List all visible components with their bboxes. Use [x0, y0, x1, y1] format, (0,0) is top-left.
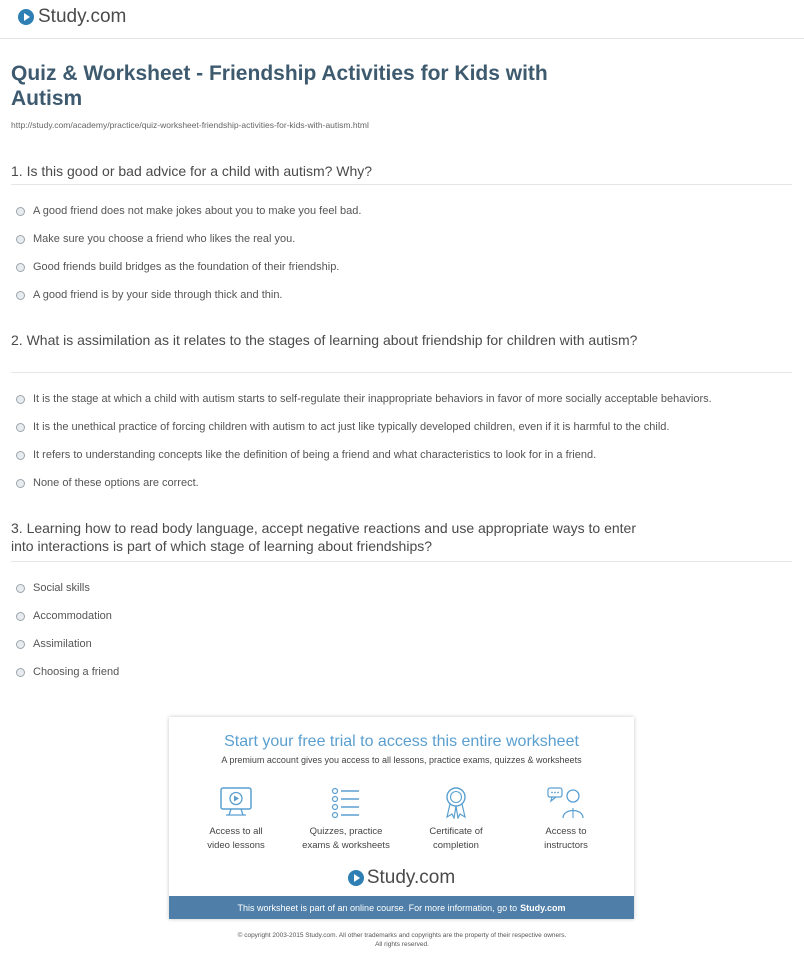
header-divider	[0, 38, 804, 39]
logo-text: Study.com	[38, 6, 127, 27]
radio-icon[interactable]	[16, 479, 25, 488]
play-logo-icon	[348, 870, 364, 886]
question-divider	[11, 372, 792, 373]
feature-certificate: Certificate of completion	[401, 785, 511, 853]
free-trial-promo	[169, 717, 634, 919]
option-1-a[interactable]: A good friend does not make jokes about you to make you feel bad.	[16, 205, 361, 217]
question-1: 1. Is this good or bad advice for a child with autism? Why?	[11, 163, 373, 179]
quiz-list-icon	[328, 785, 364, 819]
play-logo-icon	[18, 9, 34, 25]
radio-icon[interactable]	[16, 207, 25, 216]
question-divider	[11, 561, 792, 562]
radio-icon[interactable]	[16, 423, 25, 432]
radio-icon[interactable]	[16, 291, 25, 300]
copyright-footer: © copyright 2003-2015 Study.com. All other trademarks and copyrights are the property of their respective owners. All rights reserved.	[237, 932, 567, 948]
promo-subheading: A premium account gives you access to all lessons, practice exams, quizzes & worksheets	[221, 755, 582, 765]
option-3-c[interactable]: Assimilation	[16, 638, 92, 650]
question-3: 3. Learning how to read body language, accept negative reactions and use appropriate ways to enter into interactions is part of which stage of learning about friendships?	[11, 520, 636, 554]
radio-icon[interactable]	[16, 612, 25, 621]
radio-icon[interactable]	[16, 668, 25, 677]
option-2-a[interactable]: It is the stage at which a child with autism starts to self-regulate their inappropriate behaviors in favor of more socially acceptable behaviors.	[16, 393, 712, 405]
option-3-b[interactable]: Accommodation	[16, 610, 112, 622]
radio-icon[interactable]	[16, 263, 25, 272]
promo-study-logo[interactable]: Study.com	[169, 867, 634, 889]
study-link[interactable]: Study.com	[520, 902, 566, 913]
radio-icon[interactable]	[16, 584, 25, 593]
question-2: 2. What is assimilation as it relates to the stages of learning about friendship for children with autism?	[11, 332, 638, 348]
radio-icon[interactable]	[16, 640, 25, 649]
option-3-d[interactable]: Choosing a friend	[16, 666, 119, 678]
radio-icon[interactable]	[16, 395, 25, 404]
feature-instructors: Access to instructors	[511, 785, 621, 853]
feature-quizzes: Quizzes, practice exams & worksheets	[291, 785, 401, 853]
page-url: http://study.com/academy/practice/quiz-worksheet-friendship-activities-for-kids-with-autism.html	[11, 120, 369, 130]
radio-icon[interactable]	[16, 235, 25, 244]
option-2-d[interactable]: None of these options are correct.	[16, 477, 199, 489]
radio-icon[interactable]	[16, 451, 25, 460]
promo-heading[interactable]: Start your free trial to access this entire worksheet	[224, 733, 579, 750]
certificate-icon	[438, 785, 474, 819]
option-2-c[interactable]: It refers to understanding concepts like the definition of being a friend and what characteristics to look for in a friend.	[16, 449, 596, 461]
question-divider	[11, 184, 792, 185]
option-1-d[interactable]: A good friend is by your side through thick and thin.	[16, 289, 283, 301]
option-1-c[interactable]: Good friends build bridges as the foundation of their friendship.	[16, 261, 339, 273]
option-1-b[interactable]: Make sure you choose a friend who likes the real you.	[16, 233, 295, 245]
promo-info-bar: This worksheet is part of an online course. For more information, go to Study.com	[169, 896, 634, 919]
option-3-a[interactable]: Social skills	[16, 582, 90, 594]
page-title: Quiz & Worksheet - Friendship Activities for Kids with Autism	[11, 62, 548, 110]
study-logo[interactable]	[18, 6, 126, 28]
video-lesson-icon	[218, 785, 254, 819]
instructor-icon	[546, 785, 586, 819]
option-2-b[interactable]: It is the unethical practice of forcing children with autism to act just like typically developed children, even if it is harmful to the child.	[16, 421, 669, 433]
feature-video-lessons: Access to all video lessons	[181, 785, 291, 853]
